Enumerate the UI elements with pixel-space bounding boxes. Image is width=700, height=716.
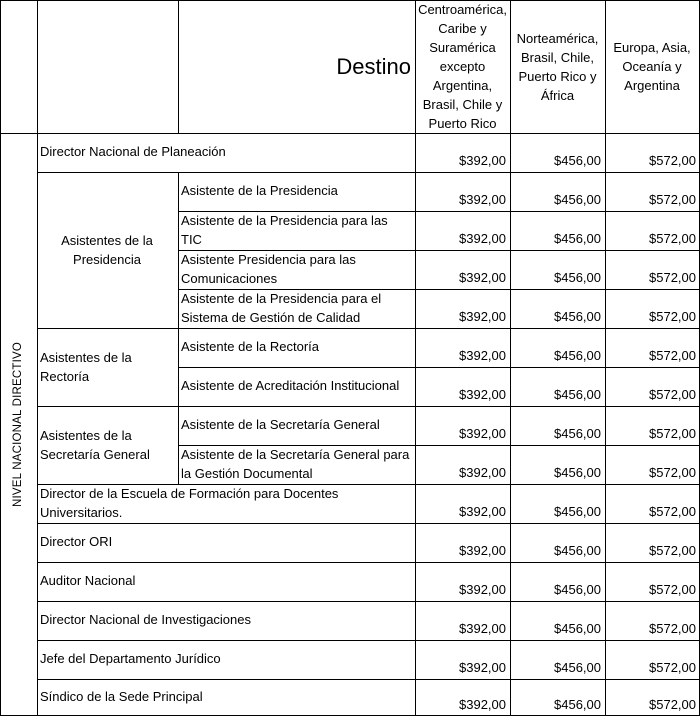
grid-line (415, 0, 416, 716)
amount-value: 392,00 (466, 153, 506, 168)
amount-cell (510, 133, 605, 172)
group-label-text: Asistentes de la Presidencia (61, 233, 153, 267)
amount-cell (510, 250, 605, 289)
currency-symbol: $ (554, 309, 562, 324)
row-label: Asistente de Acreditación Institucional (181, 378, 400, 393)
grid-line (0, 0, 700, 1)
currency-symbol: $ (649, 192, 657, 207)
currency-symbol: $ (459, 660, 467, 675)
amount-value: 456,00 (561, 465, 601, 480)
grid-line (37, 640, 700, 641)
currency-symbol: $ (554, 543, 562, 558)
amount-value: 456,00 (561, 504, 601, 519)
amount-cell (415, 640, 510, 679)
amount-cell (510, 172, 605, 211)
amount-cell (510, 445, 605, 484)
amount-value: 572,00 (656, 697, 696, 712)
amount-cell (415, 445, 510, 484)
amount-cell (605, 289, 699, 328)
grid-line (0, 0, 1, 716)
currency-symbol: $ (459, 697, 467, 712)
amount-value: 456,00 (561, 697, 601, 712)
amount-value: 572,00 (656, 270, 696, 285)
amount-cell (605, 367, 699, 406)
currency-symbol: $ (554, 348, 562, 363)
row-label: Asistente de la Presidencia para las TIC (181, 212, 388, 247)
column-header-label: Norteamérica, Brasil, Chile, Puerto Rico y África (516, 30, 599, 103)
amount-value: 456,00 (561, 270, 601, 285)
amount-value: 456,00 (561, 543, 601, 558)
currency-symbol: $ (649, 309, 657, 324)
grid-line (37, 0, 38, 133)
destino-label: Destino (336, 54, 411, 79)
group-label-presidencia (37, 172, 178, 328)
column-header-europa (605, 0, 699, 133)
currency-symbol: $ (649, 426, 657, 441)
amount-cell (605, 679, 699, 716)
group-label-secretaria (37, 406, 178, 484)
amount-value: 456,00 (561, 348, 601, 363)
amount-cell (415, 523, 510, 562)
amount-cell (510, 289, 605, 328)
amount-cell (510, 523, 605, 562)
grid-line (178, 0, 179, 133)
amount-value: 456,00 (561, 582, 601, 597)
column-header-norteamerica (510, 0, 605, 133)
row-label: Director de la Escuela de Formación para Docentes Universitarios. (40, 485, 339, 520)
grid-line (178, 250, 700, 251)
currency-symbol: $ (554, 660, 562, 675)
amount-cell (605, 562, 699, 601)
currency-symbol: $ (649, 582, 657, 597)
currency-symbol: $ (649, 348, 657, 363)
grid-line (37, 328, 700, 329)
currency-symbol: $ (649, 465, 657, 480)
amount-value: 456,00 (561, 426, 601, 441)
amount-cell (605, 445, 699, 484)
currency-symbol: $ (649, 153, 657, 168)
row-label: Asistente de la Presidencia para el Sistema de Gestión de Calidad (181, 290, 382, 325)
amount-cell (415, 484, 510, 523)
currency-symbol: $ (554, 582, 562, 597)
amount-cell (510, 367, 605, 406)
column-header-centroamerica (415, 0, 510, 133)
column-header-label: Europa, Asia, Oceanía y Argentina (613, 40, 691, 93)
side-label-text: NIVEL NACIONAL DIRECTIVO (12, 342, 25, 507)
row-label: Director Nacional de Investigaciones (40, 612, 251, 627)
amount-cell (415, 172, 510, 211)
currency-symbol: $ (459, 582, 467, 597)
amount-value: 572,00 (656, 543, 696, 558)
row-label: Asistente de la Secretaría General para la Gestión Documental (181, 446, 410, 481)
amount-value: 392,00 (466, 697, 506, 712)
grid-line (178, 367, 700, 368)
currency-symbol: $ (554, 387, 562, 402)
amount-value: 456,00 (561, 231, 601, 246)
currency-symbol: $ (459, 270, 467, 285)
column-header-label: Centroamérica, Caribe y Suramérica excepto Argentina, Brasil, Chile y Puerto Rico (418, 2, 507, 131)
grid-line (37, 562, 700, 563)
amount-value: 392,00 (466, 309, 506, 324)
row-label: Síndico de la Sede Principal (40, 689, 203, 704)
amount-value: 392,00 (466, 192, 506, 207)
grid-line (178, 445, 700, 446)
currency-symbol: $ (459, 543, 467, 558)
grid-line (178, 289, 700, 290)
currency-symbol: $ (554, 270, 562, 285)
grid-line (37, 601, 700, 602)
amount-value: 572,00 (656, 309, 696, 324)
amount-cell (510, 562, 605, 601)
row-label: Asistente de la Rectoría (181, 339, 320, 354)
grid-line (37, 523, 700, 524)
amount-cell (415, 289, 510, 328)
currency-symbol: $ (554, 192, 562, 207)
grid-line (37, 172, 700, 173)
amount-value: 392,00 (466, 504, 506, 519)
currency-symbol: $ (459, 348, 467, 363)
amount-cell (605, 406, 699, 445)
currency-symbol: $ (459, 387, 467, 402)
amount-value: 572,00 (656, 348, 696, 363)
currency-symbol: $ (649, 387, 657, 402)
currency-symbol: $ (554, 153, 562, 168)
amount-value: 572,00 (656, 387, 696, 402)
amount-value: 392,00 (466, 582, 506, 597)
grid-line (37, 679, 700, 680)
currency-symbol: $ (459, 504, 467, 519)
amount-value: 456,00 (561, 387, 601, 402)
amount-value: 572,00 (656, 582, 696, 597)
amount-value: 572,00 (656, 660, 696, 675)
amount-value: 392,00 (466, 621, 506, 636)
currency-symbol: $ (649, 231, 657, 246)
currency-symbol: $ (649, 697, 657, 712)
amount-value: 392,00 (466, 231, 506, 246)
grid-line (178, 211, 700, 212)
amount-value: 456,00 (561, 660, 601, 675)
amount-value: 572,00 (656, 192, 696, 207)
amount-cell (510, 406, 605, 445)
amount-cell (415, 406, 510, 445)
currency-symbol: $ (459, 231, 467, 246)
amount-value: 392,00 (466, 387, 506, 402)
amount-value: 572,00 (656, 621, 696, 636)
row-label: Director ORI (40, 534, 113, 549)
amount-cell (510, 211, 605, 250)
amount-value: 392,00 (466, 348, 506, 363)
amount-cell (605, 211, 699, 250)
amount-cell (605, 328, 699, 367)
amount-cell (415, 250, 510, 289)
group-label-text: Asistentes de la Rectoría (40, 350, 132, 384)
amount-cell (415, 679, 510, 716)
grid-line (37, 484, 700, 485)
amount-cell (510, 484, 605, 523)
group-label-rectoria (37, 328, 178, 406)
destino-header (0, 0, 415, 133)
currency-symbol: $ (649, 270, 657, 285)
currency-symbol: $ (459, 426, 467, 441)
currency-symbol: $ (554, 426, 562, 441)
row-label: Auditor Nacional (40, 573, 136, 588)
amount-cell (415, 211, 510, 250)
amount-cell (510, 601, 605, 640)
amount-value: 572,00 (656, 153, 696, 168)
amount-cell (510, 679, 605, 716)
currency-symbol: $ (649, 660, 657, 675)
amount-value: 392,00 (466, 543, 506, 558)
grid-line (510, 0, 511, 716)
currency-symbol: $ (649, 621, 657, 636)
currency-symbol: $ (459, 192, 467, 207)
currency-symbol: $ (459, 465, 467, 480)
currency-symbol: $ (459, 621, 467, 636)
amount-value: 456,00 (561, 153, 601, 168)
row-label: Asistente de la Secretaría General (181, 417, 380, 432)
amount-value: 572,00 (656, 426, 696, 441)
amount-value: 392,00 (466, 270, 506, 285)
currency-symbol: $ (554, 621, 562, 636)
currency-symbol: $ (649, 504, 657, 519)
amount-cell (605, 133, 699, 172)
row-label: Director Nacional de Planeación (40, 144, 226, 159)
row-label: Jefe del Departamento Jurídico (40, 651, 221, 666)
currency-symbol: $ (554, 697, 562, 712)
amount-cell (605, 523, 699, 562)
amount-cell (605, 172, 699, 211)
currency-symbol: $ (459, 153, 467, 168)
currency-symbol: $ (554, 504, 562, 519)
row-label: Asistente Presidencia para las Comunicaciones (181, 251, 356, 286)
currency-symbol: $ (554, 465, 562, 480)
amount-cell (605, 640, 699, 679)
amount-value: 392,00 (466, 660, 506, 675)
currency-symbol: $ (649, 543, 657, 558)
grid-line (37, 406, 700, 407)
amount-value: 392,00 (466, 465, 506, 480)
amount-cell (510, 328, 605, 367)
amount-cell (415, 133, 510, 172)
amount-cell (415, 601, 510, 640)
grid-line (37, 133, 38, 716)
amount-cell (415, 562, 510, 601)
amount-cell (415, 367, 510, 406)
side-label-nivel (0, 133, 37, 716)
amount-value: 456,00 (561, 192, 601, 207)
row-label: Asistente de la Presidencia (181, 183, 338, 198)
grid-line (605, 0, 606, 716)
grid-line (0, 133, 700, 134)
amount-value: 572,00 (656, 504, 696, 519)
amount-cell (510, 640, 605, 679)
amount-cell (605, 601, 699, 640)
amount-cell (605, 250, 699, 289)
amount-value: 456,00 (561, 621, 601, 636)
amount-value: 572,00 (656, 465, 696, 480)
group-label-text: Asistentes de la Secretaría General (40, 428, 150, 462)
amount-cell (415, 328, 510, 367)
amount-value: 572,00 (656, 231, 696, 246)
amount-cell (605, 484, 699, 523)
currency-symbol: $ (554, 231, 562, 246)
amount-value: 456,00 (561, 309, 601, 324)
amount-value: 392,00 (466, 426, 506, 441)
currency-symbol: $ (459, 309, 467, 324)
